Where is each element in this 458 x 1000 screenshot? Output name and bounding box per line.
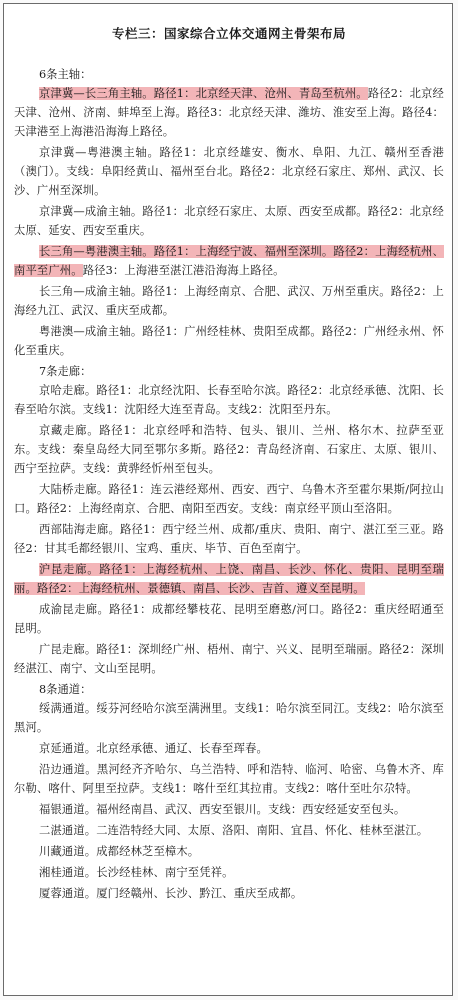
- highlight-text: 沪昆走廊。路径1：上海经杭州、上饶、南昌、长沙、怀化、贵阳、昆明至瑞丽。路径2：上海经杭州、景德镇、南昌、长沙、吉首、遵义至昆明。: [14, 563, 444, 595]
- section-heading: 7条走廊：: [39, 365, 92, 378]
- paragraph-channel-sm: [14, 699, 444, 737]
- paragraph-corridor-gk: [14, 640, 444, 678]
- paragraph-text: 广昆走廊。路径1：深圳经广州、梧州、南宁、兴义、昆明至瑞丽。路径2：深圳经湛江、南宁、文山至昆明。: [14, 643, 444, 675]
- highlight-text: 长三角—粤港澳主轴。路径1：上海经宁波、福州至深圳。路径2：上海经杭州、南平至广州。: [14, 245, 444, 277]
- highlight-text: 京津冀—长三角主轴。路径1：北京经天津、沧州、青岛至杭州。: [39, 87, 368, 100]
- paragraph-axis-jjj-csj: [14, 84, 444, 141]
- paragraph-text: 路径2：北京经天津、沧州、济南、蚌埠至上海。路径3：北京经天津、潍坊、淮安至上海。路径4：天津港至上海港沿海海上路径。: [14, 87, 444, 138]
- paragraph-text: 川藏通道。成都经林芝至樟木。: [39, 845, 200, 858]
- paragraph-text: 厦蓉通道。厦门经赣州、长沙、黔江、重庆至成都。: [39, 887, 303, 900]
- paragraph-corridor-hk: [14, 560, 444, 598]
- paragraph-channel-cz: [14, 842, 444, 861]
- paragraph-channel-fy: [14, 800, 444, 819]
- paragraph-axis-ygo-cy: [14, 322, 444, 360]
- channels-section: [14, 680, 444, 903]
- paragraph-channel-xg: [14, 863, 444, 882]
- paragraph-axis-csj-cy: [14, 282, 444, 320]
- paragraph-text: 京藏走廊。路径1：北京经呼和浩特、包头、银川、兰州、格尔木、拉萨至亚东。支线：秦皇岛经大同至鄂尔多斯。路径2：青岛经济南、石家庄、太原、银川、西宁至拉萨。支线：黄骅经忻州至包头。: [14, 424, 444, 475]
- paragraph-text: 湘桂通道。长沙经桂林、南宁至凭祥。: [39, 866, 234, 879]
- paragraph-corridor-cyk: [14, 600, 444, 638]
- paragraph-axis-jjj-ygo: [14, 143, 444, 200]
- paragraph-text: 成渝昆走廊。路径1：成都经攀枝花、昆明至磨憨/河口。路径2：重庆经昭通至昆明。: [14, 603, 444, 635]
- paragraph-corridor-jh: [14, 381, 444, 419]
- main-axes-section: [14, 65, 444, 360]
- column-box: [3, 3, 453, 996]
- paragraph-text: 粤港澳—成渝主轴。路径1：广州经桂林、贵阳至成都。路径2：广州经永州、怀化至重庆。: [14, 325, 444, 357]
- column-title: 专栏三：国家综合立体交通网主骨架布局: [111, 26, 346, 41]
- paragraph-text: 绥满通道。绥芬河经哈尔滨至满洲里。支线1：哈尔滨至同江。支线2：哈尔滨至黑河。: [14, 702, 444, 734]
- paragraph-text: 京延通道。北京经承德、通辽、长春至珲春。: [39, 742, 268, 755]
- paragraph-text: 西部陆海走廊。路径1：西宁经兰州、成都/重庆、贵阳、南宁、湛江至三亚。路径2：甘其毛都经银川、宝鸡、重庆、毕节、百色至南宁。: [14, 523, 444, 555]
- paragraph-text: 路径3：上海港至湛江港沿海海上路径。: [82, 264, 285, 277]
- paragraph-channel-xr: [14, 884, 444, 903]
- paragraph-text: 京哈走廊。路径1：北京经沈阳、长春至哈尔滨。路径2：北京经承德、沈阳、长春至哈尔滨。支线1：沈阳经大连至青岛。支线2：沈阳至丹东。: [14, 384, 444, 416]
- paragraph-text: 长三角—成渝主轴。路径1：上海经南京、合肥、武汉、万州至重庆。路径2：上海经九江、武汉、重庆至成都。: [14, 285, 444, 317]
- paragraph-corridor-jz: [14, 421, 444, 478]
- paragraph-axis-csj-ygo: [14, 242, 444, 280]
- paragraph-channel-ez: [14, 821, 444, 840]
- paragraph-channel-jy: [14, 739, 444, 758]
- paragraph-text: 大陆桥走廊。路径1：连云港经郑州、西安、西宁、乌鲁木齐至霍尔果斯/阿拉山口。路径2：上海经南京、合肥、南阳至西安。支线：南京经平顶山至洛阳。: [14, 483, 444, 515]
- paragraph-text: 京津冀—成渝主轴。路径1：北京经石家庄、太原、西安至成都。路径2：北京经太原、延安、西安至重庆。: [14, 205, 444, 237]
- paragraph-corridor-xblh: [14, 520, 444, 558]
- paragraph-channel-yb: [14, 760, 444, 798]
- corridors-section: [14, 362, 444, 678]
- column-content: [4, 4, 452, 903]
- section-heading: 6条主轴：: [39, 68, 92, 81]
- paragraph-text: 福银通道。福州经南昌、武汉、西安至银川。支线：西安经延安至包头。: [39, 803, 406, 816]
- paragraph-text: 沿边通道。黑河经齐齐哈尔、乌兰浩特、呼和浩特、临河、哈密、乌鲁木齐、库尔勒、喀什、阿里至拉萨。支线1：喀什至红其拉甫。支线2：喀什至吐尔尕特。: [14, 763, 444, 795]
- section-heading: 8条通道：: [39, 683, 92, 696]
- paragraph-axis-jjj-cy: [14, 202, 444, 240]
- paragraph-corridor-dlq: [14, 480, 444, 518]
- paragraph-text: 京津冀—粤港澳主轴。路径1：北京经雄安、衡水、阜阳、九江、赣州至香港（澳门）。支线：阜阳经黄山、福州至台北。路径2：北京经石家庄、郑州、武汉、长沙、广州至深圳。: [14, 146, 444, 197]
- paragraph-text: 二湛通道。二连浩特经大同、太原、洛阳、南阳、宜昌、怀化、桂林至湛江。: [39, 824, 429, 837]
